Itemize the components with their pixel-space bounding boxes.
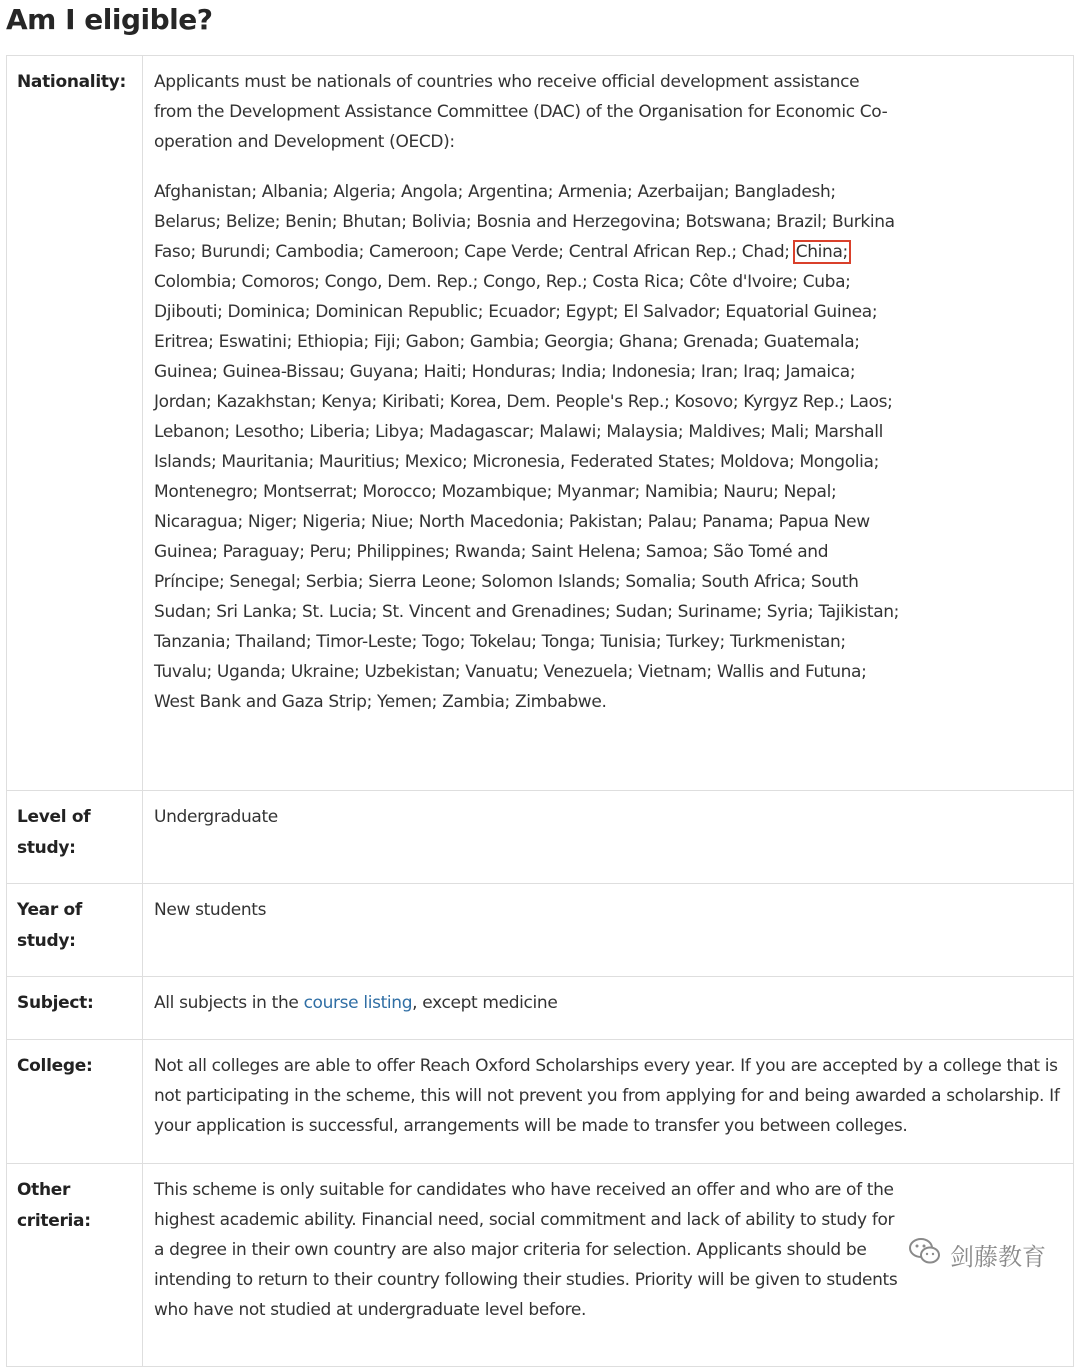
college-label: College: bbox=[7, 1040, 143, 1164]
nationality-intro: Applicants must be nationals of countries who receive official development assistance from the Development Assistance Committee (DAC) of the Organisation for Economic Co-operation and Development (OECD): bbox=[154, 72, 888, 152]
subject-prefix: All subjects in the bbox=[154, 993, 304, 1013]
table-row-college bbox=[7, 1040, 1074, 1164]
country-list bbox=[154, 177, 902, 717]
level-label: Level of study: bbox=[7, 791, 143, 884]
subject-label: Subject: bbox=[7, 977, 143, 1040]
country-list-before: Afghanistan; Albania; Algeria; Angola; Argentina; Armenia; Azerbaijan; Bangladesh; Belarus; Belize; Benin; Bhutan; Bolivia; Bosnia and Herzegovina; Botswana; Brazil; Burkina Faso; Burundi; Cambodia; Cameroon; Cape Verde; Central African Rep.; Chad; bbox=[154, 182, 895, 262]
page-title: Am I eligible? bbox=[6, 3, 213, 36]
country-list-after: Colombia; Comoros; Congo, Dem. Rep.; Congo, Rep.; Costa Rica; Côte d'Ivoire; Cuba; Djibouti; Dominica; Dominican Republic; Ecuador; Egypt; El Salvador; Equatorial Guinea; Eritrea; Eswatini; Ethiopia; Fiji; Gabon; Gambia; Georgia; Ghana; Grenada; Guatemala; Guinea; Guinea-Bissau; Guyana; Haiti; Honduras; India; Indonesia; Iran; Iraq; Jamaica; Jordan; Kazakhstan; Kenya; Kiribati; Korea, Dem. People's Rep.; Kosovo; Kyrgyz Rep.; Laos; Lebanon; Lesotho; Liberia; Libya; Madagascar; Malawi; Malaysia; Maldives; Mali; Marshall Islands; Mauritania; Mauritius; Mexico; Micronesia, Federated States; Moldova; Mongolia; Montenegro; Montserrat; Morocco; Mozambique; Myanmar; Namibia; Nauru; Nepal; Nicaragua; Niger; Nigeria; Niue; North Macedonia; Pakistan; Palau; Panama; Papua New Guinea; Paraguay; Peru; Philippines; Rwanda; Saint Helena; Samoa; São Tomé and Príncipe; Senegal; Serbia; Sierra Leone; Solomon Islands; Somalia; South Africa; South Sudan; Sri Lanka; St. Lucia; St. Vincent and Grenadines; Sudan; Suriname; Syria; Tajikistan; Tanzania; Thailand; Timor-Leste; Togo; Tokelau; Tonga; Tunisia; Turkey; Turkmenistan; Tuvalu; Uganda; Ukraine; Uzbekistan; Vanuatu; Venezuela; Vietnam; Wallis and Futuna; West Bank and Gaza Strip; Yemen; Zambia; Zimbabwe. bbox=[154, 272, 900, 712]
other-text: This scheme is only suitable for candidates who have received an offer and who are of the highest academic ability. Financial need, social commitment and lack of ability to study for a degree in their own country are also major criteria for selection. Applicants should be intending to return to their country following their studies. Priority will be given to students who have not studied at undergraduate level before. bbox=[154, 1180, 898, 1320]
wechat-icon bbox=[908, 1236, 942, 1272]
year-value: New students bbox=[143, 884, 1074, 977]
level-value: Undergraduate bbox=[143, 791, 1074, 884]
other-label: Other criteria: bbox=[7, 1164, 143, 1367]
subject-suffix: , except medicine bbox=[412, 993, 558, 1013]
table-row-year bbox=[7, 884, 1074, 977]
table-row-subject bbox=[7, 977, 1074, 1040]
nationality-label: Nationality: bbox=[7, 56, 143, 791]
subject-value bbox=[143, 977, 1074, 1040]
table-row-nationality bbox=[7, 56, 1074, 791]
year-label: Year of study: bbox=[7, 884, 143, 977]
college-value: Not all colleges are able to offer Reach Oxford Scholarships every year. If you are accepted by a college that is not participating in the scheme, this will not prevent you from applying for and being awarded a scholarship. If your application is successful, arrangements will be made to transfer you between colleges. bbox=[143, 1040, 1074, 1164]
eligibility-table bbox=[6, 55, 1074, 1367]
watermark bbox=[908, 1236, 1046, 1272]
nationality-value bbox=[143, 56, 1074, 791]
course-listing-link[interactable]: course listing bbox=[303, 993, 413, 1013]
highlighted-country-china: China; bbox=[795, 242, 848, 262]
table-row-level bbox=[7, 791, 1074, 884]
watermark-text: 剑藤教育 bbox=[950, 1242, 1046, 1271]
